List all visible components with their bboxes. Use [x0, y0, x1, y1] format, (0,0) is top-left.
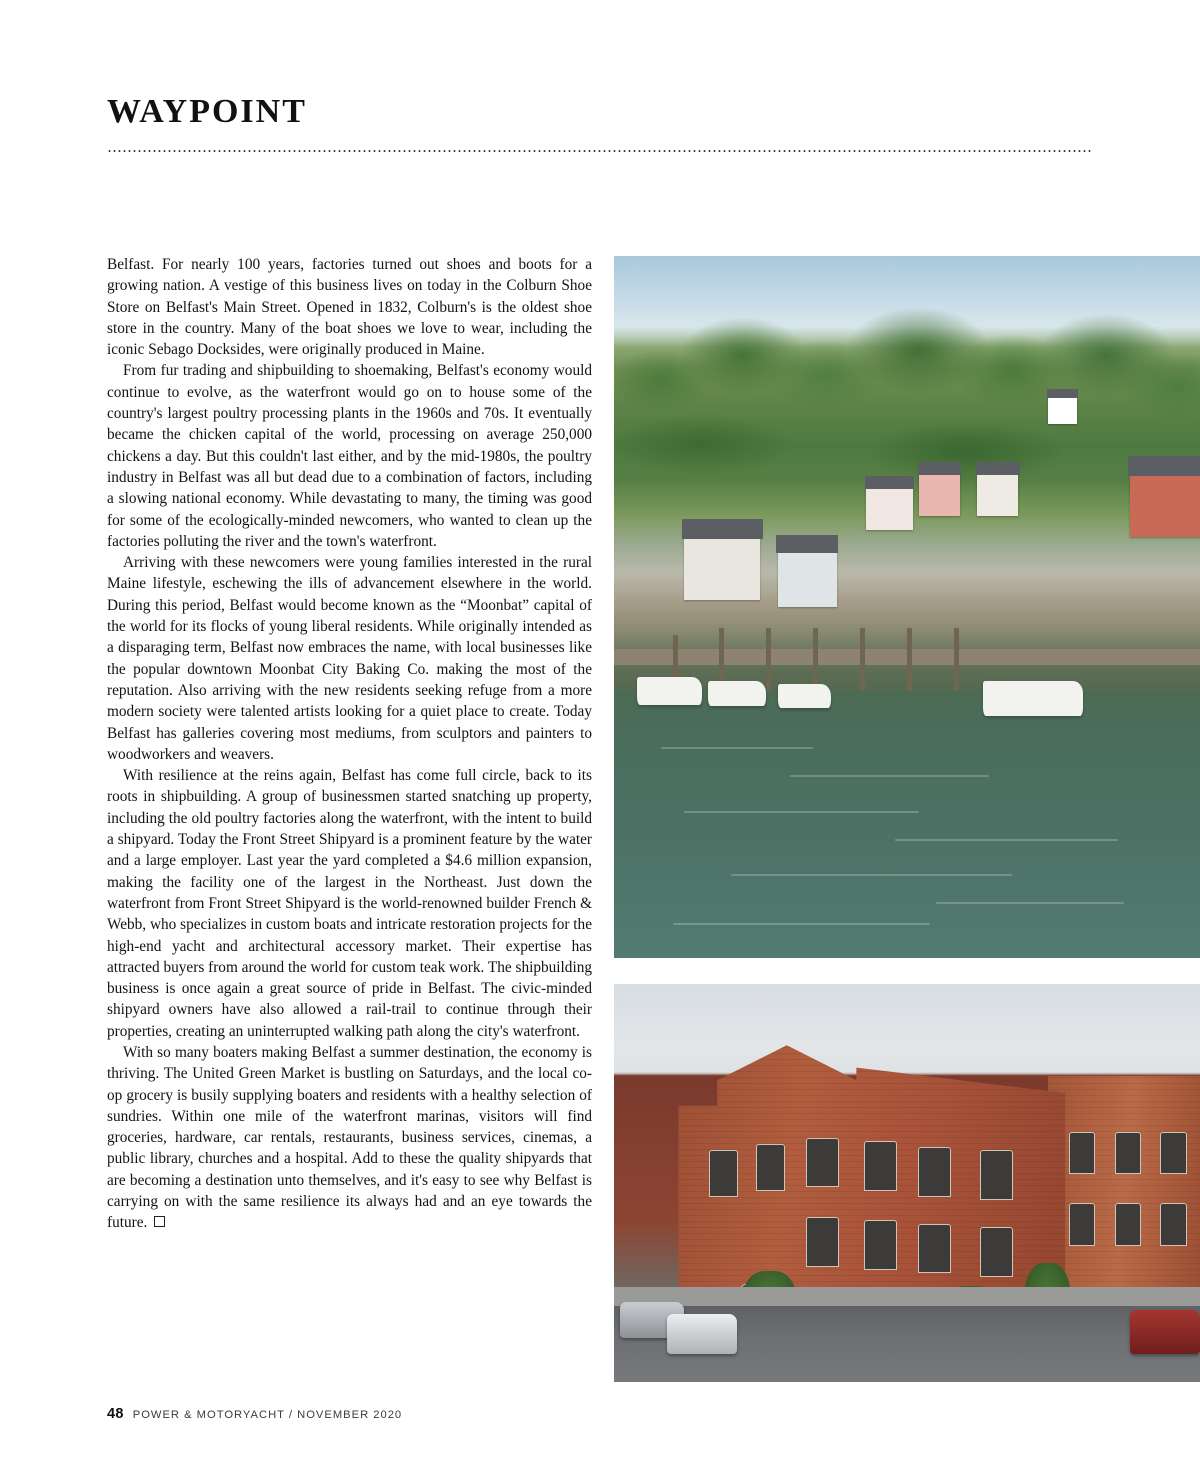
harbor-photo-boat [637, 677, 701, 705]
harbor-photo-house [919, 474, 960, 516]
masthead [107, 95, 1107, 129]
building-window [756, 1144, 785, 1191]
article-paragraph: From fur trading and shipbuilding to shoemaking, Belfast's economy would continue to evolve, as the waterfront would go on to house some of the country's largest poultry processing plants in the 1960s and 70s. It eventually became the chicken capital of the world, processing on average 250,000 chickens a day. But this couldn't last either, and by the mid-1980s, the poultry industry in Belfast was all but dead due to a combination of factors, including a slowing national economy. While devastating to many, the timing was good for some of the ecologically-minded newcomers, who wanted to clean up the factories polluting the river and the town's waterfront. [107, 362, 592, 550]
page-footer [107, 1406, 402, 1422]
water-reflection [684, 811, 918, 813]
article-paragraph-last [107, 1042, 592, 1234]
harbor-photo-house [866, 488, 913, 530]
house-roof [865, 476, 915, 489]
end-of-article-mark [154, 1216, 165, 1227]
page-number: 48 [107, 1406, 124, 1422]
building-window [1069, 1203, 1095, 1246]
house-roof [976, 462, 1019, 475]
building-window [864, 1141, 897, 1191]
publication-line: POWER & MOTORYACHT / NOVEMBER 2020 [132, 1409, 403, 1421]
building-window [918, 1224, 951, 1274]
building-window [864, 1220, 897, 1270]
article-paragraph: With resilience at the reins again, Belfast has come full circle, back to its roots in shipbuilding. A group of businessmen started snatching up property, including the old poultry factories along the waterfront, with the intent to build a shipyard. Today the Front Street Shipyard is a prominent feature by the water and a large employer. Last year the yard completed a $4.6 million expansion, making the facility one of the largest in the Northeast. Just down the waterfront from Front Street Shipyard is the world-renowned builder French & Webb, who specializes in custom boats and intricate restoration projects for the high-end yacht and architectural accessory market. Their expertise has attracted buyers from around the world for custom teak work. The shipbuilding business is once again a great source of pride in Belfast. The civic-minded shipyard owners have also allowed a rail-trail to continue through their properties, creating an uninterrupted walking path along the city's waterfront. [107, 767, 592, 1040]
harbor-photo-house [977, 474, 1018, 516]
house-roof [1128, 456, 1200, 476]
harbor-photo-piling [954, 628, 959, 698]
masthead-divider [107, 150, 1093, 152]
harbor-photo-boat [778, 684, 831, 708]
article-paragraph-text: With so many boaters making Belfast a summer destination, the economy is thriving. The United Green Market is bustling on Saturdays, and the local co-op grocery is busily supplying boaters and residents with a healthy selection of sundries. Within one mile of the waterfront marinas, visitors will find groceries, hardware, car rentals, restaurants, business services, cinemas, a public library, churches and a hospital. Add to these the quality shipyards that are becoming a destination unto themselves, and it's easy to see why Belfast is carrying on with the same resilience its always had and an eye towards the future. [107, 1043, 592, 1232]
street-photo-sidewalk [614, 1287, 1200, 1307]
house-roof [776, 535, 838, 553]
harbor-photo [614, 256, 1200, 958]
street-photo-parked-car [667, 1314, 737, 1354]
building-window [980, 1227, 1013, 1277]
building-window [1115, 1203, 1141, 1246]
harbor-photo-house [778, 551, 837, 607]
building-window [806, 1217, 839, 1267]
harbor-photo-water [614, 691, 1200, 958]
building-window [1160, 1132, 1186, 1175]
harbor-photo-piling [766, 628, 771, 698]
article-paragraph: Belfast. For nearly 100 years, factories turned out shoes and boots for a growing nation. A vestige of this business lives on today in the Colburn Shoe Store on Belfast's Main Street. Opened in 1832, Colburn's is the oldest shoe store in the country. Many of the boat shoes we love to wear, including the iconic Sebago Docksides, were originally produced in Maine. [107, 256, 592, 359]
water-reflection [673, 923, 931, 925]
building-window [1160, 1203, 1186, 1246]
article-paragraph: Arriving with these newcomers were young families interested in the rural Maine lifestyle, eschewing the ills of advancement elsewhere in the world. During this period, Belfast would become known as the “Moonbat” capital of the world for its flocks of young liberal residents. While originally intended as a disparaging term, Belfast now embraces the name, with local businesses like the popular downtown Moonbat City Baking Co. making the most of the reputation. Also arriving with the new residents seeking refuge from a more modern society were talented artists looking for a quiet place to create. Today Belfast has galleries covering most mediums, from sculptors and painters to woodworkers and weavers. [107, 554, 592, 763]
page-title: WAYPOINT [107, 93, 307, 130]
downtown-street-photo [614, 984, 1200, 1382]
harbor-photo-house [1130, 474, 1200, 537]
harbor-photo-piling [860, 628, 865, 698]
house-roof [918, 462, 961, 475]
water-reflection [731, 874, 1012, 876]
harbor-photo-boat [708, 681, 767, 706]
house-roof [1047, 389, 1078, 398]
building-window [806, 1138, 839, 1188]
harbor-photo-piling [907, 628, 912, 698]
article-body [107, 254, 592, 1234]
harbor-photo-house [1048, 396, 1077, 424]
water-reflection [936, 902, 1124, 904]
harbor-photo-boat [983, 681, 1083, 716]
harbor-photo-house [684, 537, 760, 600]
water-reflection [895, 839, 1118, 841]
street-photo-parked-car [1130, 1310, 1200, 1354]
building-window [1115, 1132, 1141, 1175]
building-window [709, 1150, 738, 1197]
house-roof [682, 519, 763, 539]
building-window [1069, 1132, 1095, 1175]
building-window [918, 1147, 951, 1197]
building-window [980, 1150, 1013, 1200]
